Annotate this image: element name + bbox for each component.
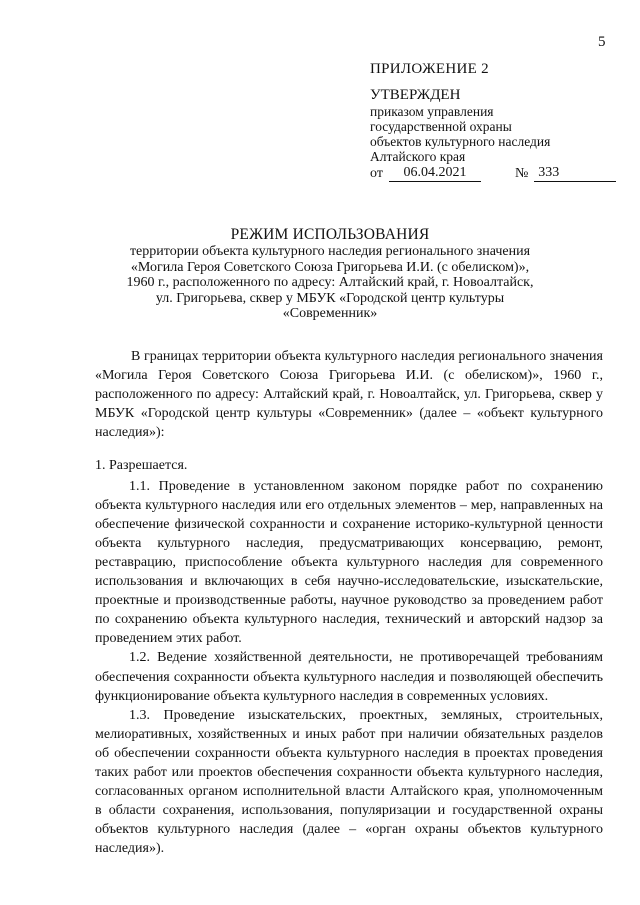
- subtitle-line: ул. Григорьева, сквер у МБУК «Городской центр культуры: [155, 290, 505, 306]
- approval-block: [370, 60, 620, 182]
- approval-line: государственной охраны: [370, 119, 512, 134]
- approved-label: УТВЕРЖДЕН: [370, 87, 461, 103]
- date-prefix: от: [370, 166, 383, 181]
- subtitle-line: «Могила Героя Советского Союза Григорьева И.И. (с обелиском)»,: [130, 259, 530, 275]
- clause-1-1: 1.1. Проведение в установленном законом порядке работ по сохранению объекта культурного наследия или его отдельных элементов – мер, направленных на обеспечение физической сохранности и сохранение историко-культурной ценности объекта культурного наследия, предусматривающих консервацию, ремонт, реставрацию, приспособление объекта культурного наследия для современного использования и включающих в себя научно-исследовательские, изыскательские, проектные и производственные работы, научное руководство за проведением работ по сохранению объекта культурного наследия, технический и авторский надзор за проведением этих работ.: [95, 478, 603, 647]
- clause-1-3: 1.3. Проведение изыскательских, проектных, земляных, строительных, мелиоративных, хозяйственных и иных работ при наличии обязательных разделов об обеспечении сохранности объекта культурного наследия в проектах проведения таких работ или проектов обеспечения сохранности объекта культурного наследия, согласованных органом исполнительной власти Алтайского края, уполномоченным в области сохранения, использования, популяризации и государственной охраны объектов культурного наследия (далее – «орган охраны объектов культурного наследия»).: [95, 707, 603, 857]
- heading-title: РЕЖИМ ИСПОЛЬЗОВАНИЯ: [230, 226, 430, 243]
- heading-subtitle: [60, 244, 600, 322]
- approval-number: 333: [534, 165, 616, 182]
- page-number: 5: [598, 34, 606, 50]
- approval-line: объектов культурного наследия: [370, 134, 551, 149]
- number-sign: №: [514, 166, 529, 181]
- intro-paragraph: В границах территории объекта культурного наследия регионального значения «Могила Героя Советского Союза Григорьева И.И. (с обелиском)», 1960 г., расположенного по адресу: Алтайский край, г. Новоалтайск, ул. Григорьева, сквер у МБУК «Городской центр культуры «Современник» (далее – «объект культурного наследия»):: [95, 349, 603, 441]
- subtitle-line: территории объекта культурного наследия регионального значения: [129, 244, 531, 259]
- section-heading: 1. Разрешается.: [95, 458, 188, 474]
- document-body: [95, 347, 603, 858]
- approval-line: приказом управления: [370, 104, 494, 119]
- approval-issuer: [370, 104, 620, 164]
- clause-1-2: 1.2. Ведение хозяйственной деятельности, не противоречащей требованиям обеспечения сохранности объекта культурного наследия и позволяющей обеспечить функционирование объекта культурного наследия в современных условиях.: [95, 650, 603, 704]
- approval-date-row: [370, 165, 620, 182]
- subtitle-line: «Современник»: [282, 306, 378, 321]
- subtitle-line: 1960 г., расположенного по адресу: Алтайский край, г. Новоалтайск,: [126, 275, 534, 290]
- appendix-title: ПРИЛОЖЕНИЕ 2: [370, 61, 489, 77]
- approval-date: 06.04.2021: [389, 165, 481, 182]
- approval-line: Алтайского края: [370, 149, 466, 164]
- document-heading: [60, 226, 600, 322]
